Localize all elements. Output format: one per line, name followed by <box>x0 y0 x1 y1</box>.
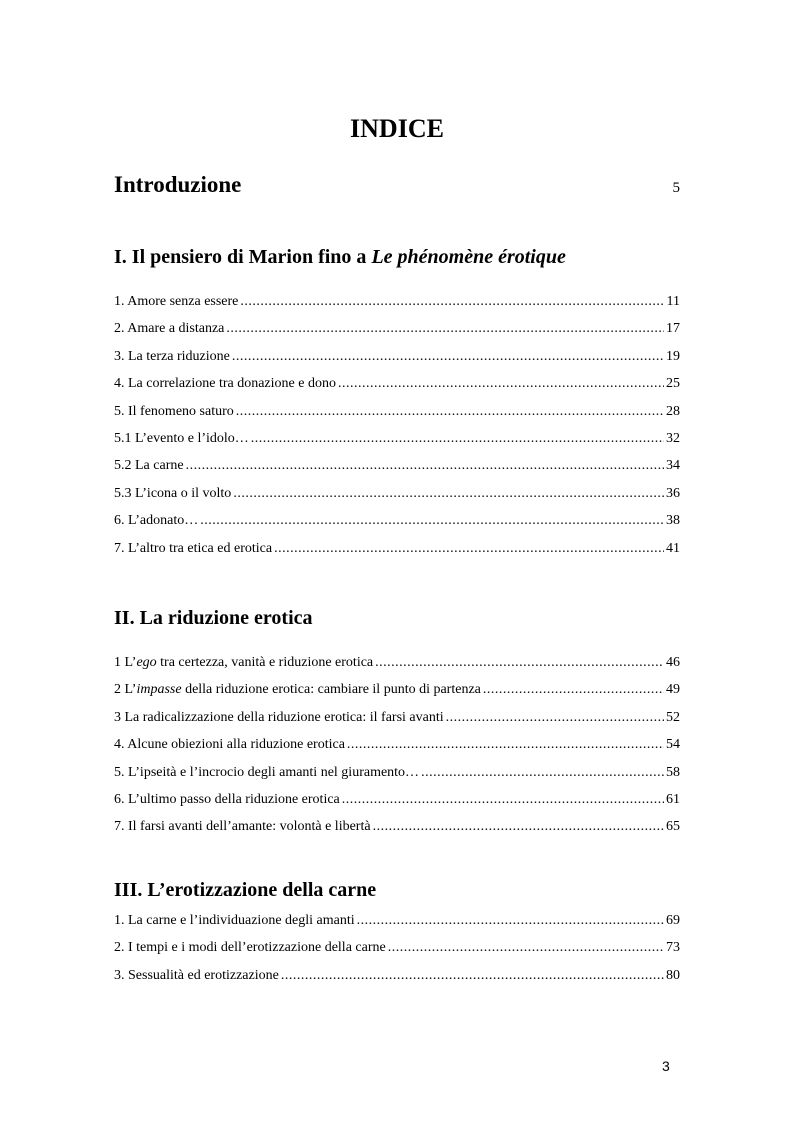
toc-entry-page: 34 <box>666 458 680 474</box>
dot-leader <box>373 819 664 835</box>
toc-entry[interactable] <box>114 404 680 431</box>
toc-entry-label <box>114 792 340 808</box>
toc-entry-page: 41 <box>666 540 680 556</box>
toc-entry[interactable] <box>114 792 680 819</box>
section-2-entries <box>114 655 680 847</box>
toc-entry-page: 49 <box>666 682 680 698</box>
toc-entry-label: 5.2 La carne <box>114 458 184 474</box>
toc-entry-page: 17 <box>666 321 680 337</box>
toc-entry[interactable] <box>114 655 680 682</box>
dot-leader <box>357 913 664 929</box>
dot-leader <box>232 349 664 365</box>
toc-entry-label: 6. L’adonato… <box>114 513 199 529</box>
toc-entry-label: 3. La terza riduzione <box>114 348 230 364</box>
label-text: 7. Il farsi avanti dell’amante: volontà e libertà <box>114 819 371 835</box>
toc-entry-label: 5.1 L’evento e l’idolo… <box>114 430 249 446</box>
toc-entry[interactable] <box>114 737 680 764</box>
toc-intro-label: Introduzione <box>114 172 242 197</box>
toc-intro-page: 5 <box>672 180 680 196</box>
label-text: 6. L’ultimo passo della riduzione erotica <box>114 791 340 807</box>
toc-entry-page: 25 <box>666 376 680 392</box>
toc-entry-page: 52 <box>666 709 680 725</box>
section-1-heading-italic: Le phénomène érotique <box>371 246 566 268</box>
dot-leader <box>338 376 664 392</box>
toc-entry-page: 58 <box>666 764 680 780</box>
toc-entry-label <box>114 710 444 726</box>
toc-entry-label: 3. Sessualità ed erotizzazione <box>114 967 279 983</box>
label-text: della riduzione erotica: cambiare il punto di partenza <box>181 682 481 698</box>
toc-entry-label: 5. Il fenomeno saturo <box>114 403 234 419</box>
dot-leader <box>226 321 664 337</box>
toc-entry[interactable] <box>114 513 680 540</box>
toc-entry-page: 28 <box>666 403 680 419</box>
label-text: tra certezza, vanità e riduzione erotica <box>156 655 374 670</box>
toc-entry-label: 2. I tempi e i modi dell’erotizzazione della carne <box>114 940 386 956</box>
toc-entry[interactable] <box>114 765 680 792</box>
toc-entry[interactable] <box>114 321 680 348</box>
toc-entry[interactable] <box>114 431 680 458</box>
toc-entry-page: 19 <box>666 348 680 364</box>
label-text: 2 L’ <box>114 682 137 698</box>
toc-entry-page: 11 <box>666 294 680 309</box>
toc-section-1 <box>114 246 680 556</box>
toc-entry-label: 1. La carne e l’individuazione degli amanti <box>114 913 355 928</box>
dot-leader <box>421 765 664 781</box>
section-2-heading: II. La riduzione erotica <box>114 607 313 629</box>
page-title: INDICE <box>350 114 444 143</box>
toc-entry[interactable] <box>114 819 680 846</box>
toc-entry-page: 69 <box>666 913 680 928</box>
label-italic: ego <box>136 655 157 670</box>
toc-entry[interactable] <box>114 710 680 737</box>
label-text: 5. L’ipseità e l’incrocio degli amanti nel giuramento… <box>114 764 420 780</box>
toc-section-3 <box>114 879 680 983</box>
toc-entry[interactable] <box>114 913 680 940</box>
toc-entry-label: 7. L’altro tra etica ed erotica <box>114 540 273 556</box>
dot-leader <box>446 710 664 726</box>
toc-entry-page: 32 <box>666 430 680 446</box>
section-1-heading-text: I. Il pensiero di Marion fino a <box>114 246 372 268</box>
toc-entry[interactable] <box>114 376 680 403</box>
dot-leader <box>186 458 664 474</box>
toc-entry-label: 4. La correlazione tra donazione e dono <box>114 376 336 392</box>
section-3-heading: III. L’erotizzazione della carne <box>114 879 377 901</box>
toc-entry-page: 80 <box>666 967 680 983</box>
dot-leader <box>251 431 664 447</box>
page-number: 3 <box>662 1058 670 1074</box>
label-text: 4. Alcune obiezioni alla riduzione erotica <box>114 737 345 753</box>
dot-leader <box>342 792 664 808</box>
toc-entry-label: 5.3 L’icona o il volto <box>114 485 232 501</box>
dot-leader <box>483 682 664 698</box>
label-text: 3 La radicalizzazione della riduzione erotica: il farsi avanti <box>114 709 444 725</box>
dot-leader <box>240 294 664 310</box>
toc-entry[interactable] <box>114 940 680 967</box>
toc-entry-label <box>114 737 345 753</box>
toc-entry-label: 1. Amore senza essere <box>114 294 239 309</box>
toc-entry-label <box>114 819 371 835</box>
toc-entry[interactable] <box>114 541 680 568</box>
dot-leader <box>233 486 664 502</box>
toc-entry-page: 36 <box>666 485 680 501</box>
toc-entry-page: 46 <box>666 655 680 670</box>
dot-leader <box>236 404 664 420</box>
dot-leader <box>347 737 664 753</box>
toc-entry-label <box>114 655 373 671</box>
dot-leader <box>274 541 664 557</box>
toc-entry[interactable] <box>114 486 680 513</box>
toc-entry[interactable] <box>114 682 680 709</box>
section-3-entries <box>114 913 680 995</box>
toc-section-2 <box>114 607 680 835</box>
toc-entry-page: 73 <box>666 940 680 956</box>
toc-entry-page: 38 <box>666 513 680 529</box>
toc-entry-page: 54 <box>666 737 680 753</box>
dot-leader <box>200 513 664 529</box>
toc-entry-label <box>114 682 481 698</box>
section-1-heading <box>114 246 680 269</box>
toc-entry-page: 61 <box>666 791 680 807</box>
dot-leader <box>375 655 664 671</box>
toc-entry[interactable] <box>114 294 680 321</box>
toc-entry-label: 2. Amare a distanza <box>114 321 225 337</box>
toc-entry[interactable] <box>114 458 680 485</box>
toc-intro[interactable] <box>114 172 680 202</box>
toc-entry-page: 65 <box>666 819 680 835</box>
label-text: 1 L’ <box>114 655 137 670</box>
section-1-entries <box>114 294 680 568</box>
dot-leader <box>388 940 664 956</box>
toc-entry[interactable] <box>114 968 680 995</box>
dot-leader <box>281 968 664 984</box>
toc-entry[interactable] <box>114 349 680 376</box>
toc-entry-label <box>114 765 419 781</box>
label-italic: impasse <box>136 682 182 698</box>
